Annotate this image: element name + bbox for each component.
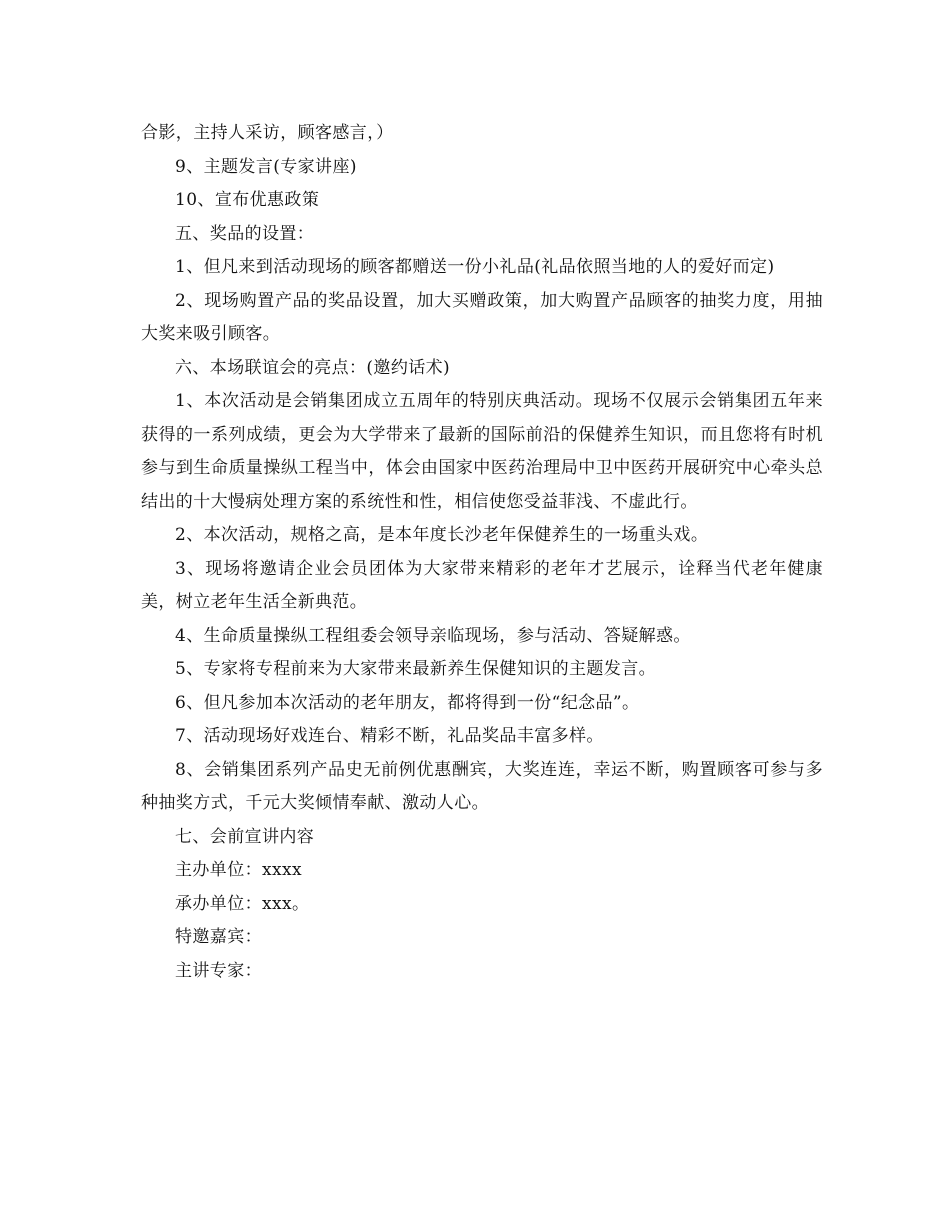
- paragraph-highlight-2: 2、本次活动，规格之高，是本年度长沙老年保健养生的一场重头戏。: [175, 525, 709, 545]
- paragraph-highlight-3: 3、现场将邀请企业会员团体为大家带来精彩的老年才艺展示，诠释当代老年健康美，树立老年生活全新典范。: [141, 558, 823, 612]
- paragraph-highlight-6: 6、但凡参加本次活动的老年朋友，都将得到一份“纪念品”。: [175, 692, 640, 713]
- paragraph-item-10: 10、宣布优惠政策: [175, 190, 320, 210]
- paragraph-highlight-1: 1、本次活动是会销集团成立五周年的特别庆典活动。现场不仅展示会销集团五年来获得的一系列成绩，更会为大学带来了最新的国际前沿的保健养生知识，而且您将有时机参与到生命质量操纵工程当中，体会由国家中医药治理局中卫中医药开展研究中心牵头总结出的十大慢病处理方案的系统性和性，相信使您受益菲浅、不虚此行。: [141, 391, 823, 512]
- paragraph-highlight-4: 4、生命质量操纵工程组委会领导亲临现场，参与活动、答疑解惑。: [175, 625, 691, 646]
- paragraph-prize-1: 1、但凡来到活动现场的顾客都赠送一份小礼品(礼品依照当地的人的爱好而定): [175, 257, 775, 277]
- organizer-line: 主办单位：xxxx: [175, 860, 302, 880]
- paragraph-item-9: 9、主题发言(专家讲座): [175, 156, 357, 177]
- paragraph-prize-2: 2、现场购置产品的奖品设置，加大买赠政策，加大购置产品顾客的抽奖力度，用抽大奖来吸引顾客。: [141, 290, 823, 344]
- co-organizer-line: 承办单位：xxx。: [175, 893, 310, 914]
- special-guests-line: 特邀嘉宾：: [175, 927, 262, 947]
- paragraph-highlight-8: 8、会销集团系列产品史无前例优惠酬宾，大奖连连，幸运不断，购置顾客可参与多种抽奖方式，千元大奖倾情奉献、激动人心。: [141, 759, 823, 813]
- paragraph-highlight-5: 5、专家将专程前来为大家带来最新养生保健知识的主题发言。: [175, 659, 657, 679]
- section-heading-pre-meeting: 七、会前宣讲内容: [175, 826, 315, 847]
- paragraph-continuation: 合影，主持人采访，顾客感言，）: [141, 123, 394, 143]
- paragraph-highlight-7: 7、活动现场好戏连台、精彩不断，礼品奖品丰富多样。: [175, 726, 604, 746]
- section-heading-prizes: 五、奖品的设置：: [175, 223, 315, 244]
- document-body: [141, 117, 823, 988]
- keynote-expert-line: 主讲专家：: [175, 960, 262, 981]
- section-heading-highlights: 六、本场联谊会的亮点：(邀约话术): [175, 357, 451, 378]
